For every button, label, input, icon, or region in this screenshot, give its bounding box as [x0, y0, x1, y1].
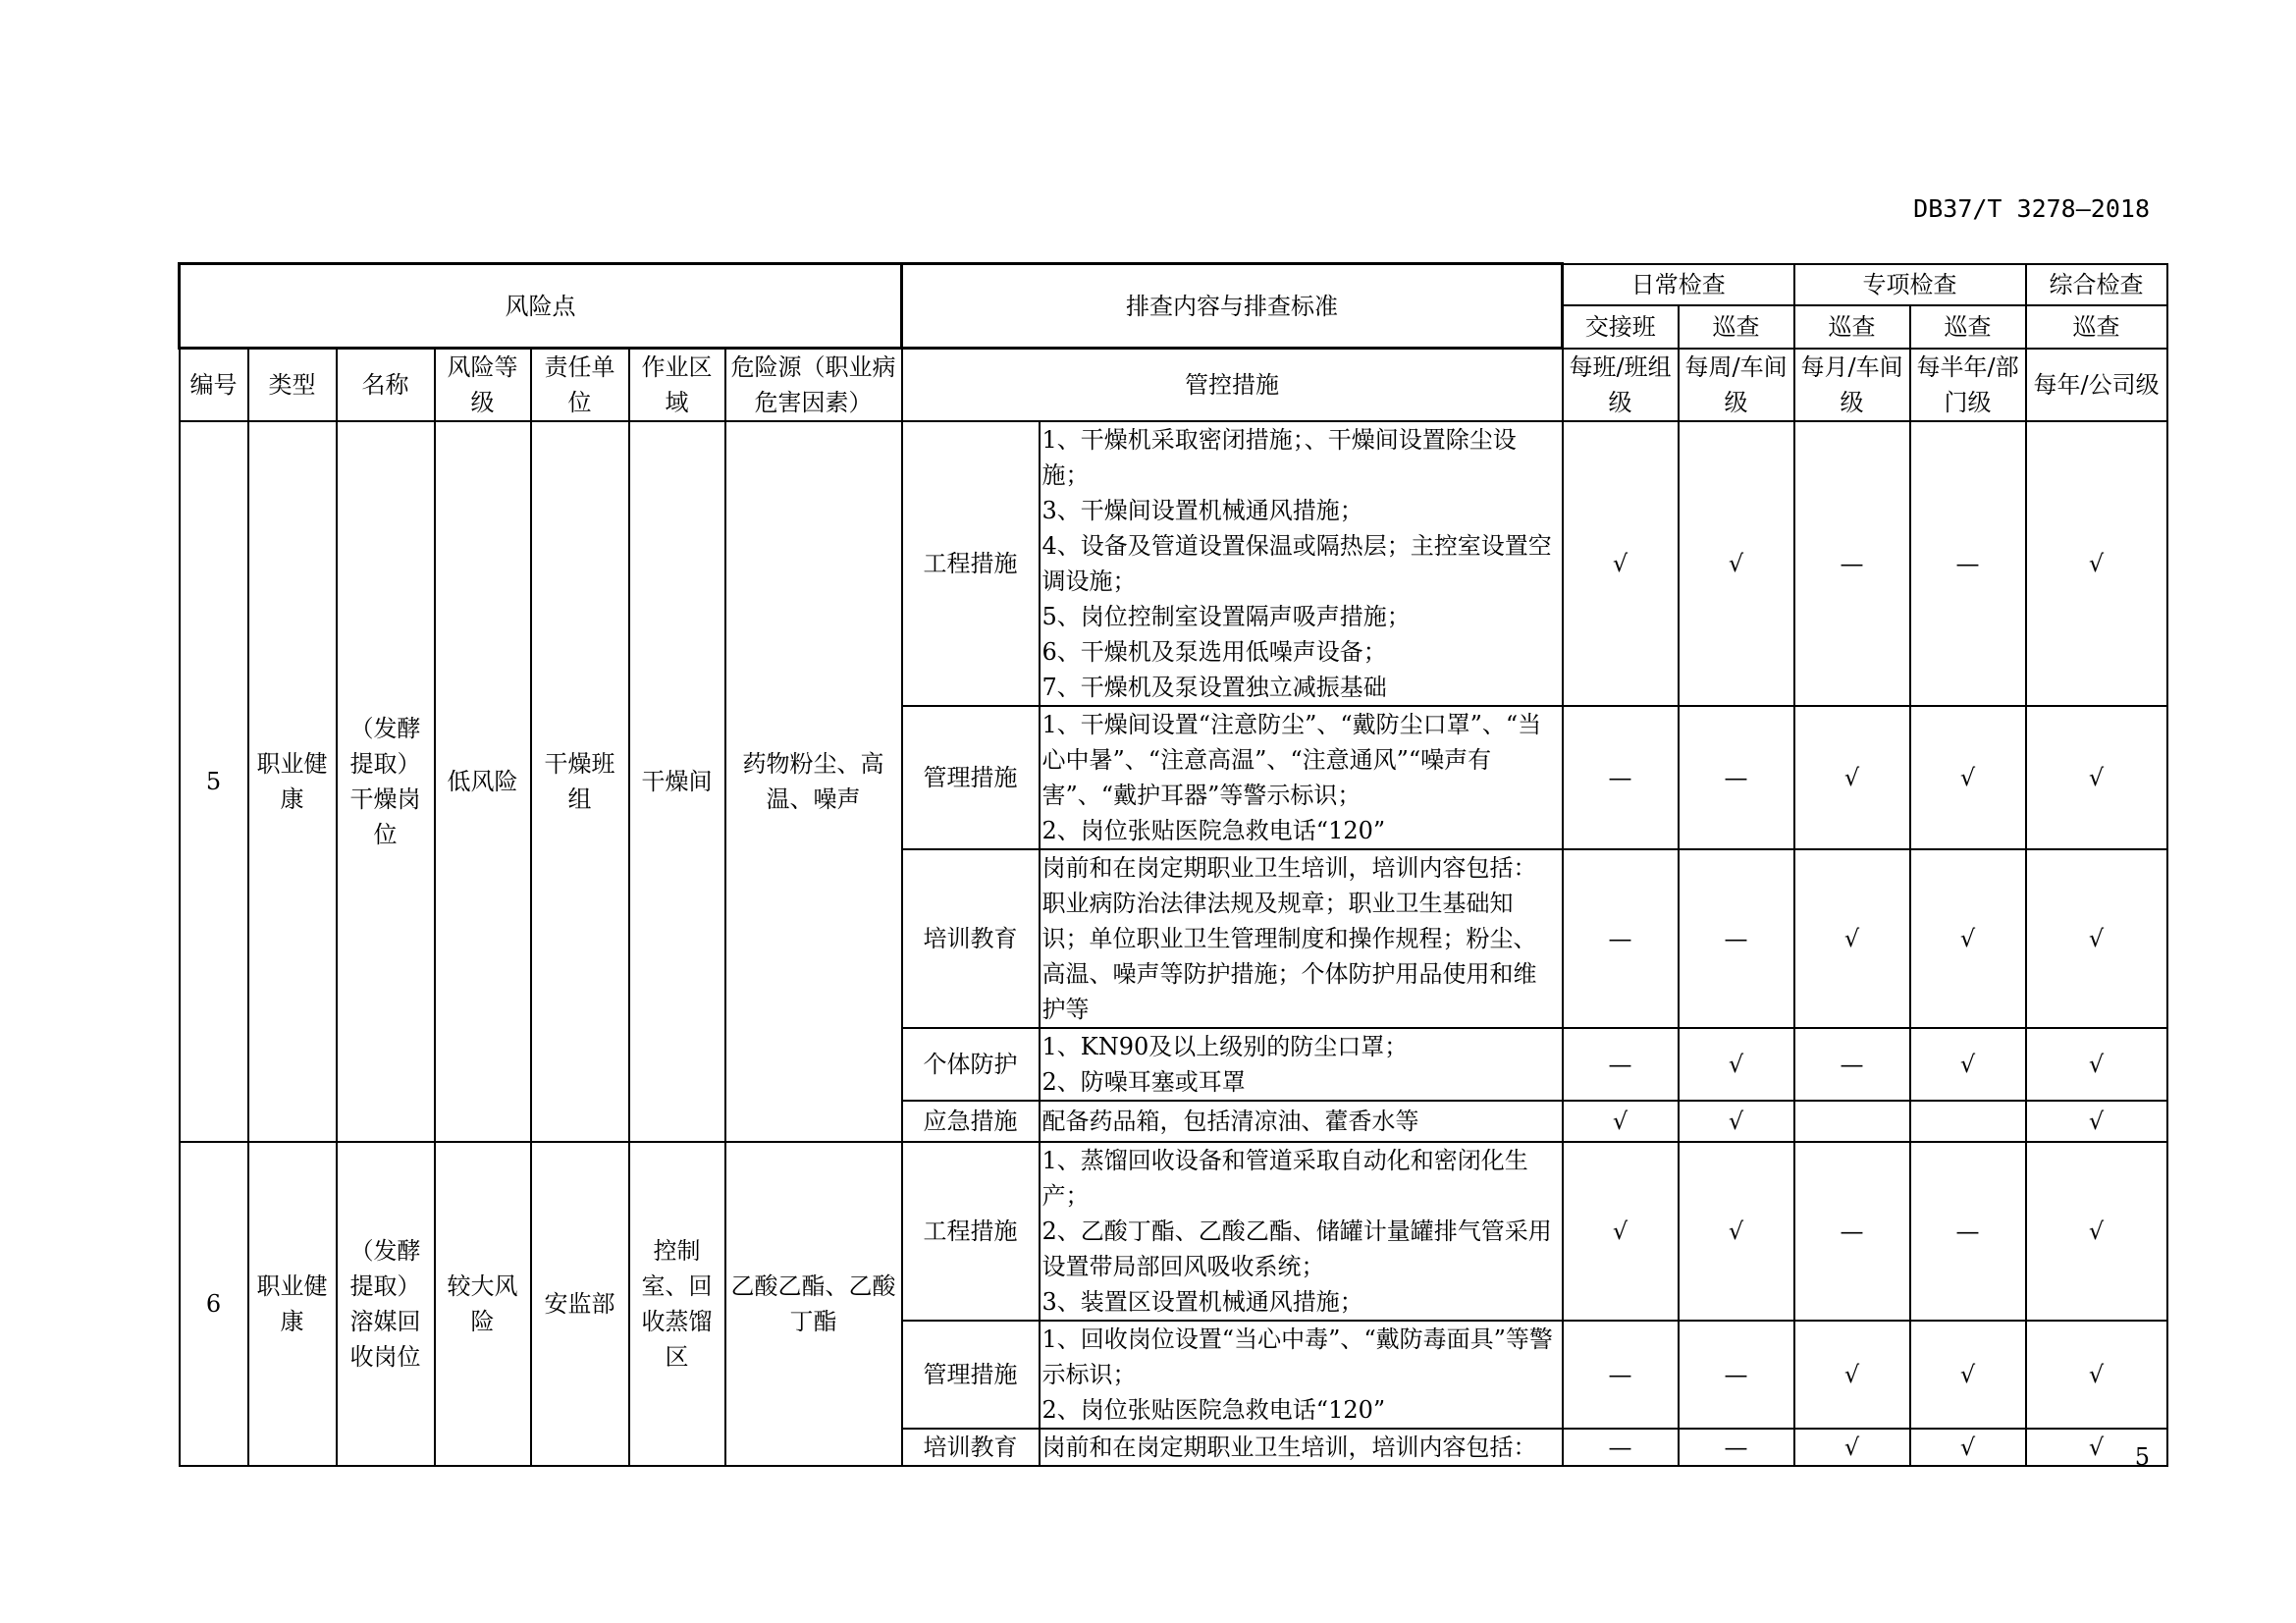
header-patrol: 巡查 [1679, 305, 1794, 349]
year-check-mark: √ [2026, 1429, 2167, 1466]
measure-line: 1、KN90及以上级别的防尘口罩； [1041, 1033, 1409, 1060]
measure-line: 7、干燥机及泵设置独立减振基础 [1041, 674, 1387, 701]
halfyear-check-mark: √ [1910, 706, 2026, 849]
month-check-mark: — [1794, 1142, 1910, 1321]
month-check-mark: √ [1794, 1429, 1910, 1466]
shift-check-mark: √ [1563, 1101, 1679, 1142]
halfyear-check-mark: — [1910, 421, 2026, 706]
shift-check-mark: — [1563, 849, 1679, 1028]
year-check-mark: √ [2026, 1142, 2167, 1321]
risk-level: 较大风险 [435, 1142, 531, 1466]
header-content-standard: 排查内容与排查标准 [902, 264, 1563, 349]
measure-line: 2、岗位张贴医院急救电话“120” [1041, 817, 1386, 844]
measure-line: 1、干燥机采取密闭措施；、干燥间设置除尘设施； [1041, 426, 1517, 489]
header-freq-month: 每月/车间级 [1794, 349, 1910, 422]
halfyear-check-mark: √ [1910, 849, 2026, 1028]
row-number: 6 [180, 1142, 248, 1466]
month-check-mark: √ [1794, 849, 1910, 1028]
risk-checklist-table [178, 262, 2168, 1467]
shift-check-mark: √ [1563, 421, 1679, 706]
year-check-mark: √ [2026, 1101, 2167, 1142]
header-col-no: 编号 [180, 349, 248, 422]
header-freq-halfyear: 每半年/部门级 [1910, 349, 2026, 422]
halfyear-check-mark: √ [1910, 1028, 2026, 1101]
shift-check-mark: — [1563, 1429, 1679, 1466]
week-check-mark: — [1679, 849, 1794, 1028]
header-patrol: 巡查 [1910, 305, 2026, 349]
risk-point-name: （发酵提取）干燥岗位 [337, 421, 435, 1142]
week-check-mark: — [1679, 1321, 1794, 1429]
measure-line: 2、防噪耳塞或耳罩 [1041, 1068, 1246, 1096]
measure-category: 工程措施 [902, 421, 1040, 706]
year-check-mark: √ [2026, 849, 2167, 1028]
measure-category: 培训教育 [902, 1429, 1040, 1466]
halfyear-check-mark [1910, 1101, 2026, 1142]
halfyear-check-mark: — [1910, 1142, 2026, 1321]
halfyear-check-mark: √ [1910, 1429, 2026, 1466]
measure-line: 2、乙酸丁酯、乙酸乙酯、储罐计量罐排气管采用设置带局部回风吸收系统； [1041, 1217, 1552, 1280]
work-area: 干燥间 [629, 421, 725, 1142]
header-col-type: 类型 [248, 349, 337, 422]
header-col-hazard: 危险源（职业病危害因素） [725, 349, 902, 422]
measure-line: 1、回收岗位设置“当心中毒”、“戴防毒面具”等警示标识； [1041, 1325, 1553, 1388]
hazard-source: 药物粉尘、高温、噪声 [725, 421, 902, 1142]
month-check-mark: √ [1794, 1321, 1910, 1429]
measure-content [1040, 421, 1563, 706]
measure-category: 管理措施 [902, 706, 1040, 849]
risk-type: 职业健康 [248, 421, 337, 1142]
shift-check-mark: √ [1563, 1142, 1679, 1321]
shift-check-mark: — [1563, 1028, 1679, 1101]
risk-level: 低风险 [435, 421, 531, 1142]
header-col-name: 名称 [337, 349, 435, 422]
measure-line: 配备药品箱，包括清凉油、藿香水等 [1041, 1108, 1419, 1135]
document-code: DB37/T 3278—2018 [1913, 194, 2150, 223]
responsible-unit: 安监部 [531, 1142, 629, 1466]
header-comprehensive-check: 综合检查 [2026, 264, 2167, 305]
measure-category: 工程措施 [902, 1142, 1040, 1321]
header-risk-point: 风险点 [180, 264, 902, 349]
header-col-level: 风险等级 [435, 349, 531, 422]
week-check-mark: — [1679, 1429, 1794, 1466]
measure-category: 应急措施 [902, 1101, 1040, 1142]
measure-line: 2、岗位张贴医院急救电话“120” [1041, 1396, 1386, 1424]
week-check-mark: √ [1679, 1101, 1794, 1142]
week-check-mark: √ [1679, 1028, 1794, 1101]
measure-line: 1、干燥间设置“注意防尘”、“戴防尘口罩”、“当心中暑”、“注意高温”、“注意通风”“噪声有害”、“戴护耳器”等警示标识； [1041, 711, 1542, 809]
header-special-check: 专项检查 [1794, 264, 2026, 305]
measure-content [1040, 1321, 1563, 1429]
header-patrol: 巡查 [1794, 305, 1910, 349]
header-patrol: 巡查 [2026, 305, 2167, 349]
header-col-unit: 责任单位 [531, 349, 629, 422]
risk-point-name: （发酵提取）溶媒回收岗位 [337, 1142, 435, 1466]
header-freq-shift: 每班/班组级 [1563, 349, 1679, 422]
responsible-unit: 干燥班组 [531, 421, 629, 1142]
week-check-mark: √ [1679, 1142, 1794, 1321]
year-check-mark: √ [2026, 706, 2167, 849]
year-check-mark: √ [2026, 421, 2167, 706]
week-check-mark: — [1679, 706, 1794, 849]
month-check-mark: √ [1794, 706, 1910, 849]
header-col-area: 作业区域 [629, 349, 725, 422]
risk-type: 职业健康 [248, 1142, 337, 1466]
measure-content [1040, 849, 1563, 1028]
measure-content [1040, 706, 1563, 849]
measure-line: 5、岗位控制室设置隔声吸声措施； [1041, 603, 1411, 630]
year-check-mark: √ [2026, 1028, 2167, 1101]
measure-content [1040, 1101, 1563, 1142]
measure-line: 4、设备及管道设置保温或隔热层；主控室设置空调设施； [1041, 532, 1552, 595]
shift-check-mark: — [1563, 1321, 1679, 1429]
measure-content [1040, 1429, 1563, 1466]
page-number: 5 [2134, 1443, 2150, 1471]
month-check-mark: — [1794, 1028, 1910, 1101]
header-col-measures: 管控措施 [902, 349, 1563, 422]
measure-line: 3、装置区设置机械通风措施； [1041, 1288, 1363, 1316]
year-check-mark: √ [2026, 1321, 2167, 1429]
header-freq-week: 每周/车间级 [1679, 349, 1794, 422]
measure-category: 培训教育 [902, 849, 1040, 1028]
shift-check-mark: — [1563, 706, 1679, 849]
measure-content [1040, 1142, 1563, 1321]
measure-line: 岗前和在岗定期职业卫生培训，培训内容包括：职业病防治法律法规及规章；职业卫生基础知识；单位职业卫生管理制度和操作规程；粉尘、高温、噪声等防护措施；个体防护用品使用和维护等 [1041, 854, 1537, 1023]
table-row [180, 1142, 2167, 1321]
month-check-mark [1794, 1101, 1910, 1142]
measure-line: 1、蒸馏回收设备和管道采取自动化和密闭化生产； [1041, 1147, 1528, 1210]
header-freq-year: 每年/公司级 [2026, 349, 2167, 422]
halfyear-check-mark: √ [1910, 1321, 2026, 1429]
row-number: 5 [180, 421, 248, 1142]
header-handover: 交接班 [1563, 305, 1679, 349]
measure-category: 管理措施 [902, 1321, 1040, 1429]
measure-line: 3、干燥间设置机械通风措施； [1041, 497, 1363, 524]
measure-line: 岗前和在岗定期职业卫生培训，培训内容包括： [1041, 1434, 1537, 1461]
measure-line: 6、干燥机及泵选用低噪声设备； [1041, 638, 1387, 666]
hazard-source: 乙酸乙酯、乙酸丁酯 [725, 1142, 902, 1466]
measure-category: 个体防护 [902, 1028, 1040, 1101]
week-check-mark: √ [1679, 421, 1794, 706]
month-check-mark: — [1794, 421, 1910, 706]
measure-content [1040, 1028, 1563, 1101]
table-row [180, 421, 2167, 706]
header-daily-check: 日常检查 [1563, 264, 1794, 305]
work-area: 控制室、回收蒸馏区 [629, 1142, 725, 1466]
